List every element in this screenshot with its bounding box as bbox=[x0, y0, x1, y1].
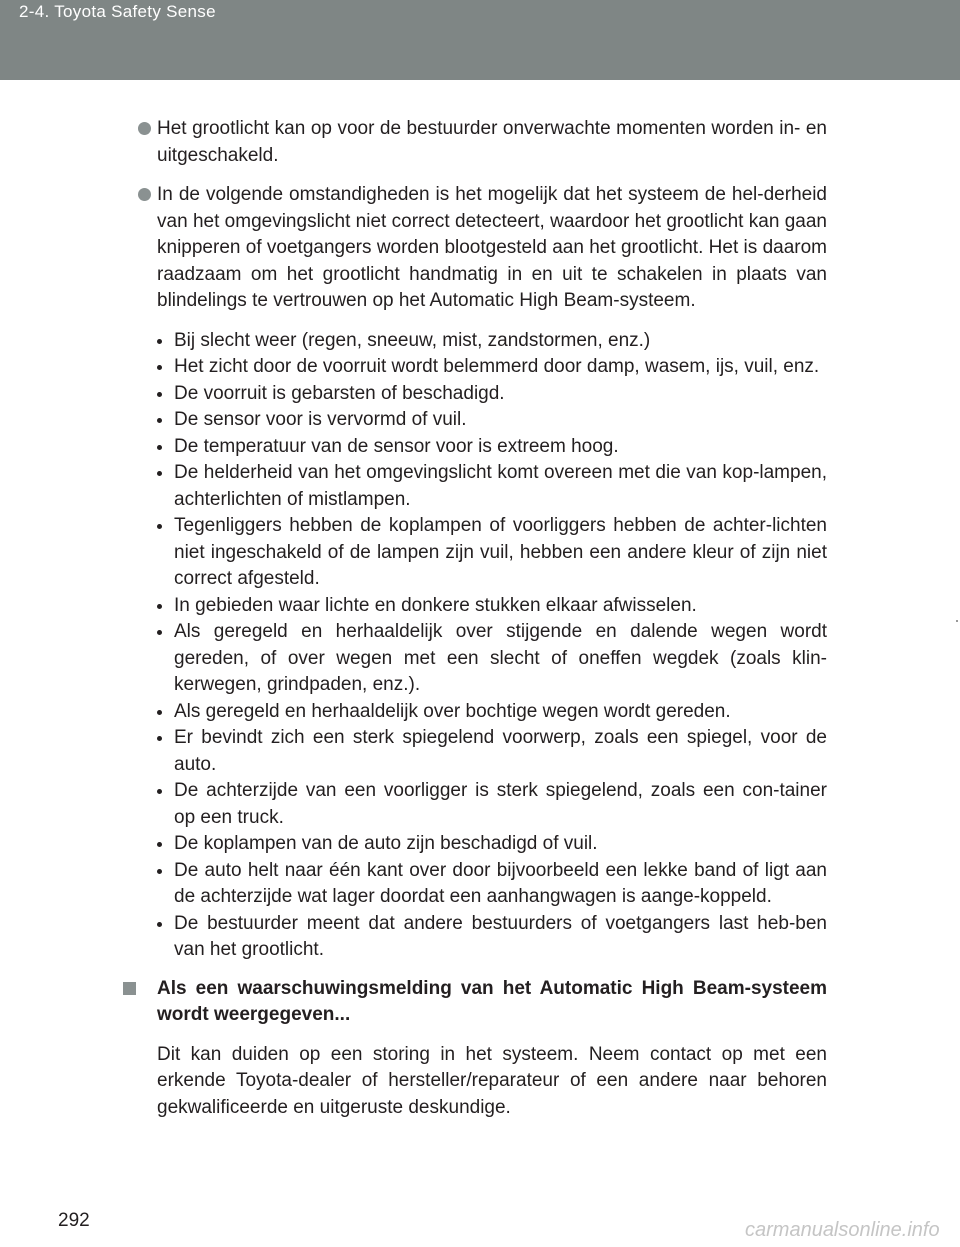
square-bullet-icon bbox=[123, 982, 136, 995]
list-item: De auto helt naar één kant over door bijvoorbeeld een lekke band of ligt aan de achterzijde wat lager doordat een aanhangwagen is aange-koppeld. bbox=[157, 858, 827, 911]
list-item: Er bevindt zich een sterk spiegelend voorwerp, zoals een spiegel, voor de auto. bbox=[157, 725, 827, 778]
main-content bbox=[157, 116, 827, 1121]
section-title: 2-4. Toyota Safety Sense bbox=[19, 2, 216, 21]
edge-mark bbox=[956, 620, 958, 622]
watermark: carmanualsonline.info bbox=[745, 1219, 940, 1241]
list-item: Als geregeld en herhaaldelijk over stijgende en dalende wegen wordt gereden, of over wegen met een slecht of oneffen wegdek (zoals klin-kerwegen, grindpaden, enz.). bbox=[157, 619, 827, 699]
list-item: De bestuurder meent dat andere bestuurders of voetgangers last heb-ben van het grootlicht. bbox=[157, 911, 827, 964]
list-item: De sensor voor is vervormd of vuil. bbox=[157, 407, 827, 434]
page-number: 292 bbox=[58, 1210, 90, 1231]
bullet-icon bbox=[157, 365, 162, 370]
list-item: In gebieden waar lichte en donkere stukken elkaar afwisselen. bbox=[157, 593, 827, 620]
bullet-icon bbox=[157, 710, 162, 715]
bullet-icon bbox=[157, 524, 162, 529]
bullet-icon bbox=[157, 922, 162, 927]
page-header bbox=[0, 0, 960, 80]
list-item: Als geregeld en herhaaldelijk over bochtige wegen wordt gereden. bbox=[157, 699, 827, 726]
warning-heading bbox=[157, 976, 827, 1029]
paragraph-1-text: Het grootlicht kan op voor de bestuurder onverwachte momenten worden in- en uitgeschakeld. bbox=[157, 118, 827, 166]
round-bullet-icon bbox=[138, 188, 151, 201]
bullet-icon bbox=[157, 630, 162, 635]
round-bullet-icon bbox=[138, 122, 151, 135]
bullet-icon bbox=[157, 736, 162, 741]
paragraph-1 bbox=[157, 116, 827, 169]
warning-heading-text: Als een waarschuwingsmelding van het Automatic High Beam-systeem wordt weergegeven... bbox=[157, 977, 827, 1025]
paragraph-2 bbox=[157, 182, 827, 315]
bullet-icon bbox=[157, 339, 162, 344]
bullet-icon bbox=[157, 392, 162, 397]
bullet-icon bbox=[157, 445, 162, 450]
warning-body: Dit kan duiden op een storing in het systeem. Neem contact op met een erkende Toyota-dealer of hersteller/reparateur of een andere naar behoren gekwalificeerde en uitgeruste deskundige. bbox=[157, 1043, 827, 1118]
list-item: Het zicht door de voorruit wordt belemmerd door damp, wasem, ijs, vuil, enz. bbox=[157, 354, 827, 381]
bullet-icon bbox=[157, 842, 162, 847]
list-item: Tegenliggers hebben de koplampen of voorliggers hebben de achter-lichten niet ingeschakeld of de lampen zijn vuil, hebben een andere kleur of zijn niet correct afgesteld. bbox=[157, 513, 827, 593]
list-item: De achterzijde van een voorligger is sterk spiegelend, zoals een con-tainer op een truck. bbox=[157, 778, 827, 831]
list-item: De helderheid van het omgevingslicht komt overeen met die van kop-lampen, achterlichten of mistlampen. bbox=[157, 460, 827, 513]
list-item: Bij slecht weer (regen, sneeuw, mist, zandstormen, enz.) bbox=[157, 328, 827, 355]
list-item: De koplampen van de auto zijn beschadigd of vuil. bbox=[157, 831, 827, 858]
bullet-icon bbox=[157, 418, 162, 423]
bullet-icon bbox=[157, 869, 162, 874]
list-item: De voorruit is gebarsten of beschadigd. bbox=[157, 381, 827, 408]
paragraph-2-text: In de volgende omstandigheden is het mogelijk dat het systeem de hel-derheid van het omgevingslicht niet correct detecteert, waardoor het grootlicht kan gaan knipperen of voetgangers worden blootgesteld aan het grootlicht. Het is daarom raadzaam om het grootlicht handmatig in en uit te schakelen in plaats van blindelings te vertrouwen op het Automatic High Beam-systeem. bbox=[157, 184, 827, 311]
bullet-icon bbox=[157, 604, 162, 609]
bullet-icon bbox=[157, 789, 162, 794]
conditions-list bbox=[157, 328, 827, 964]
list-item: De temperatuur van de sensor voor is extreem hoog. bbox=[157, 434, 827, 461]
bullet-icon bbox=[157, 471, 162, 476]
